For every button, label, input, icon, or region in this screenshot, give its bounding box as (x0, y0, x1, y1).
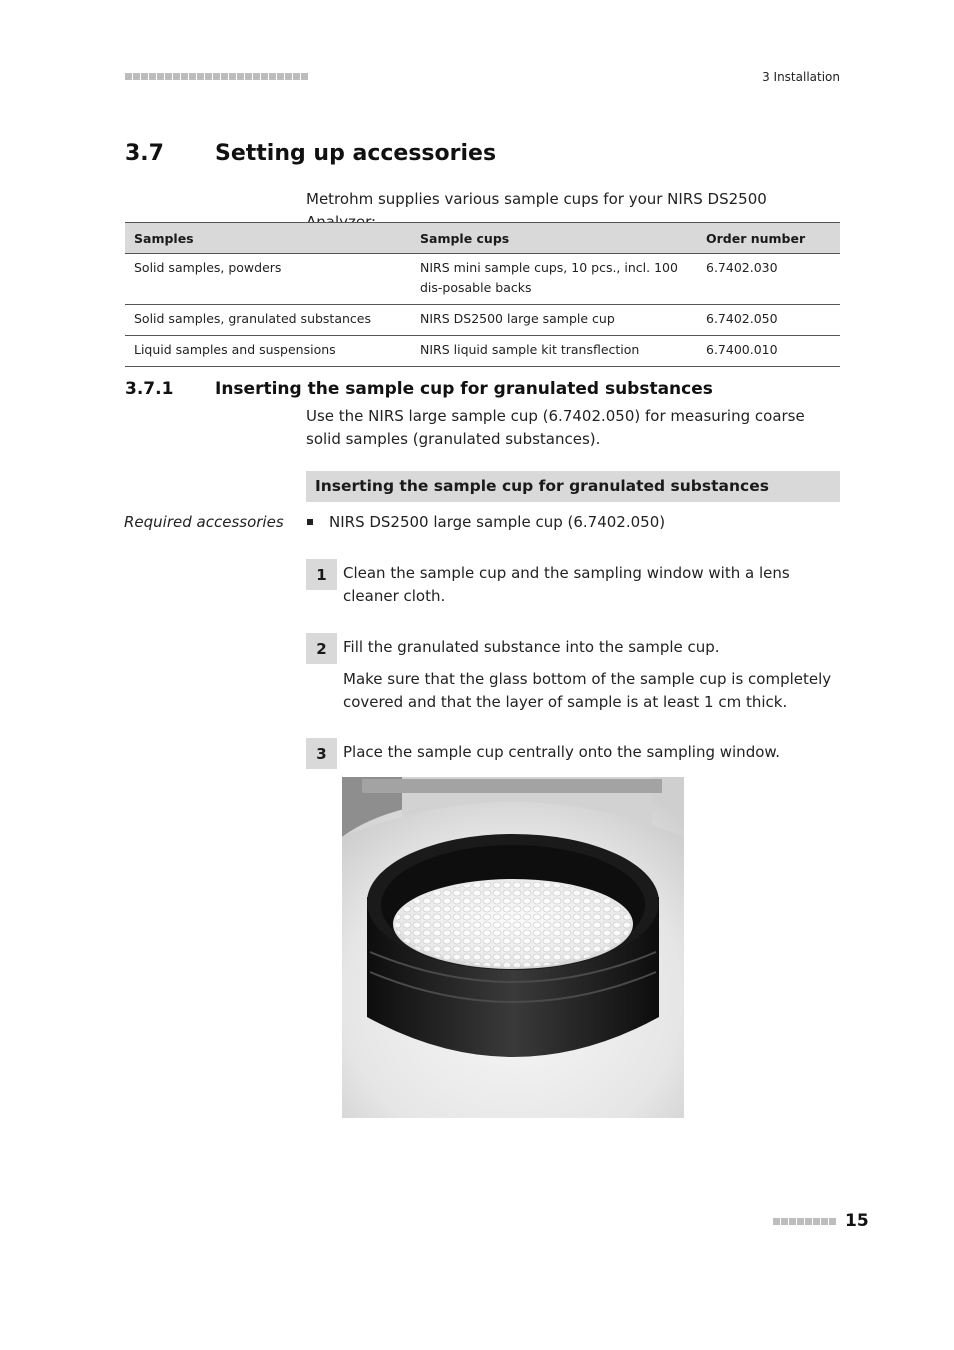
subsection-text: Use the NIRS large sample cup (6.7402.050) for measuring coarse solid samples (granulated substances). (306, 407, 805, 448)
table-cell: Liquid samples and suspensions (125, 336, 411, 367)
table-row (125, 336, 840, 367)
footer-decoration (773, 1218, 836, 1225)
step-text: Clean the sample cup and the sampling window with a lens cleaner cloth. (343, 564, 790, 605)
step-note: Make sure that the glass bottom of the sample cup is completely covered and that the layer of sample is at least 1 cm thick. (343, 670, 832, 711)
bullet-icon (307, 519, 313, 525)
section-number: 3.7 (125, 141, 164, 166)
subsection-title: Inserting the sample cup for granulated substances (215, 379, 713, 399)
column-header-samples: Samples (125, 223, 411, 254)
step-number: 3 (306, 738, 337, 769)
table-cell: 6.7402.050 (697, 305, 840, 336)
step-number: 2 (306, 633, 337, 664)
table-cell: Solid samples, powders (125, 254, 411, 305)
chapter-header: 3 Installation (762, 70, 840, 84)
required-accessory-item: NIRS DS2500 large sample cup (6.7402.050) (329, 513, 666, 531)
required-accessories-label: Required accessories (124, 513, 284, 531)
table-cell: 6.7400.010 (697, 336, 840, 367)
table-cell: Solid samples, granulated substances (125, 305, 411, 336)
column-header-order-number: Order number (697, 223, 840, 254)
subsection-number: 3.7.1 (125, 379, 174, 399)
table-header-row (125, 223, 840, 254)
header-decoration (125, 73, 308, 80)
step-number: 1 (306, 559, 337, 590)
step-text: Place the sample cup centrally onto the sampling window. (343, 743, 781, 761)
procedure-title: Inserting the sample cup for granulated substances (306, 471, 840, 502)
column-header-sample-cups: Sample cups (411, 223, 697, 254)
page-number: 15 (845, 1211, 869, 1231)
sample-cup-photo (342, 777, 684, 1118)
table-cell: NIRS liquid sample kit transflection (411, 336, 697, 367)
step-text: Fill the granulated substance into the sample cup. (343, 638, 720, 656)
table-cell: NIRS mini sample cups, 10 pcs., incl. 100 dis-posable backs (411, 254, 697, 305)
table-cell: NIRS DS2500 large sample cup (411, 305, 697, 336)
table-row (125, 254, 840, 305)
table-row (125, 305, 840, 336)
table-cell: 6.7402.030 (697, 254, 840, 305)
intro-text: Metrohm supplies various sample cups for your NIRS DS2500 (306, 190, 767, 208)
accessories-table (125, 222, 840, 367)
section-title: Setting up accessories (215, 141, 497, 166)
